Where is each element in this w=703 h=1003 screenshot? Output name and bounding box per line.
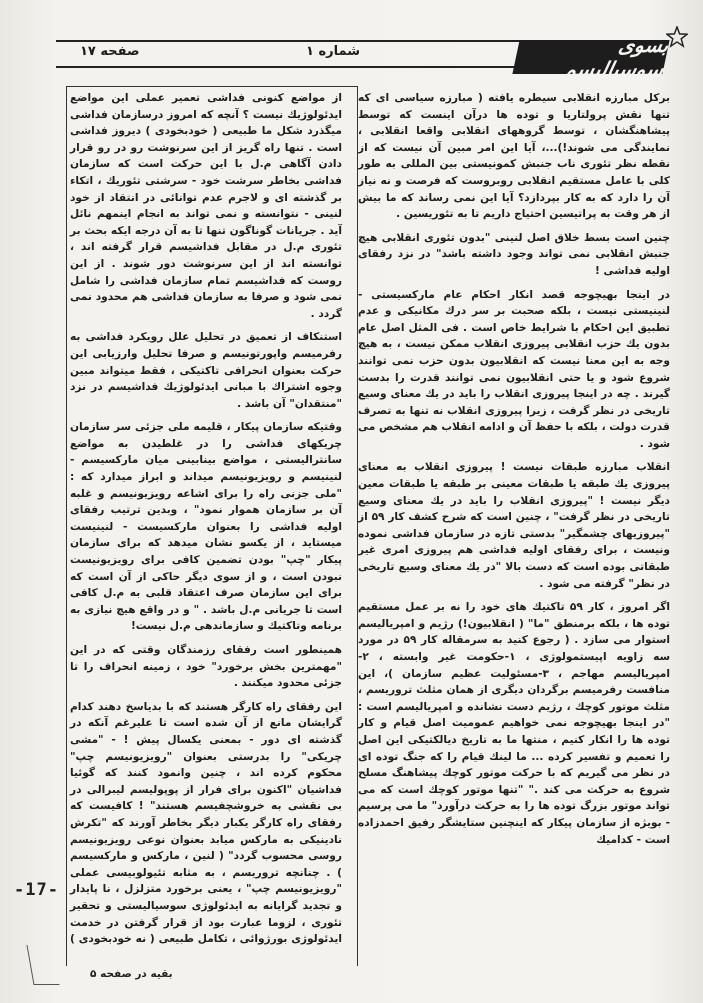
paragraph: همینطور است رفقای رزمندگان وقتی كه در این "مهمترین بخش برخورد" خود ، زمینه انحراف را تا جزئی محدود میكنند . xyxy=(70,644,342,690)
paragraph: در اینجا بهیچوجه قصد انكار احكام عام ماركسیستی - لنینیستی نیست ، بلكه صحبت بر سر درك مكانیكی و عدم تطبیق این احكام با شرایط خاص است . فی المثل اصل عام بدون یك حزب انقلابی پیروزی انقلاب ممكن نیست ، به هیچ وجه به این معنا نیست كه انقلابیون بدون حزب نمی توانند شروع شود و یا حتی انقلابیون نمی توانند قدرت را بدست گیرند . چه در اینجا پیروزی انقلاب را باید در یك معنای وسیع تاریخی در نظر گرفت ، زیرا پیروزی انقلاب نه تنها به تصرف قدرت دولت ، بلكه با حفظ آن و ادامه انقلاب هم مشخص می شود . xyxy=(358,288,670,450)
paragraph: وقتیكه سازمان پیكار ، قلیمه ملی جزئی سر سازمان چریكهای فداشی را در غلطیدن به مواضع سانترالیستی ، مواضع بینابینی میان ماركسیسم - لنینیسم و رویزیونیسم میداند و ابراز میدارد كه : "ملی جزنی راه را برای اشاعه رویزیونیسم و غلبه آن بر سازمان هموار نمود" ، وبدین ترتیب رفقای اولیه فداشی را بعنوان ماركسیست - لنینیست میستاید ، از یكسو نشان میدهد كه برای سازمان پیكار "چپ" بودن تضمین كافی برای رویزیونیست نبودن است ، و از سوی دیگر حاكی از آن است كه برای این سازمان صرف اعتقاد قلبی به م.ل كافی است تا جریانی م.ل باشد . " و در واقع هیچ نیازی به برنامه وتاكتیك و سازماندهی م.ل نیست! xyxy=(70,421,342,633)
paragraph: این رفقای راه كارگر هستند كه با بدیاسخ دهند كدام گرایشان مانع از آن شده است تا علیرغم آنكه در گذشته ای دور - بمعنی یكسال پیش ! - "مشی چریكی" را بدرستی بعنوان "رویزیونیسم چپ" محكوم كرده اند ، چنین وانمود كنند كه گوئیا فداشیان "اكنون برای فرار از پوپولیسم لیبرالی در بی نقشی به خروشچفیسم هستند" ! كافیست كه رفقای راه كارگر یكبار دیگر بخاطر آورند كه "تكرش نادینیكی به ماركس میابد بعنوان نوعی رویزیونیسم روسی محسوب گردد" ( لنین ، ماركس و ماركسیسم ) . چنانچه تروریسم ، به مثابه تئیولوبیسی عملی "رویزیونیسم چپ" ، یعنی برخورد متزلزل ، نا پایدار و تجدید گرایانه به ایدئولوژی سوسیالیستی و تحقیر تئوری ، لزوما عبارت بود از قرار گرفتن در خدمت ایدئولوژی بورژوائی ، تكامل طبیعی ( نه خودبخودی ) xyxy=(70,700,342,946)
paragraph: انقلاب مبارزه طبقات نیست ! پیروزی انقلاب به معنای پیروزی یك طبقه یا طبقات معینی بر طبقه یا طبقات معین دیگر نیست ! "پیروزی انقلاب را باید در یك معنای وسیع تاریخی در نظر گرفت" ، چنین است كه شرح كشف كار ۵۹ از "پیروزیهای چشمگیر" بدستی تازه در سازمان فداشی نموده ونیست ، برای رفقای اولیه فداشی هم پیروزی امری غیر طبقاتی بوده است كه دست بالا "در یك معنای وسیع تاریخی در نظر" گرفته می شود . xyxy=(358,461,670,590)
masthead xyxy=(56,26,688,81)
masthead-rule-bottom xyxy=(56,66,550,68)
page-label: صفحه ۱۷ xyxy=(80,44,140,59)
paragraph: استنكاف از تعمیق در تحلیل علل رویكرد فداشی به رفرمیسم واپورتونیسم و صرفا تحلیل وارزیابی این حركت بعنوان انحرافی تاكتیكی ، فقط میتواند مبین وجوه اشتراك با مبانی ایدئولوژیك فداشیسم در نزد "منتقدان" آن باشد . xyxy=(70,331,342,410)
publication-logo: بسوی سوسیالیسم xyxy=(512,40,669,74)
star-icon xyxy=(666,26,688,48)
issue-label: شماره ۱ xyxy=(306,44,361,59)
continued-note: بقیه در صفحه ۵ xyxy=(90,968,173,980)
paragraph: اگر امروز ، كار ۵۹ تاكتیك های خود را نه بر عمل مستقیم توده ها ، بلكه برمنطق "ما" ( انقلابیون!) رژیم و امپریالیسم استوار می سازد . ( رجوع كنید به سرمقاله كار ۵۹ در مورد سه زاویه اپیستمولوژی ، ۱-حكومت غیر وابسته ، ۲-امپریالیسم مهاجم ، ۳-مسئولیت عظیم سازمان )، این منافست رفرمیسم برگردان دیگری از همان مثلث تروریسم ، مثلث موتور كوچك ، رژیم دست نشانده و امپریالیسم است : "در اینجا بهیچوجه نمی خواهیم عمومیت اصل قیام و كار توده ها را انكار كنیم ، منتها ما به تاریخ دیالكتیكی این اصل را تعمیم و تفسیر كرده ... ما لینك قیام را كه جنگ توده ای در نظر می گیریم كه با حركت موتور كوچك پیشاهنگ مسلح شروع به حركت می كند ." "تنها موتور كوچك است كه می تواند موتور بزرگ توده ها را به حركت درآورد" ما می پرسیم - بویژه از سازمان پیكار كه اینچنین ستایشگر رفیق احمدزاده است - كدامیك xyxy=(358,601,670,846)
article-column-right xyxy=(358,90,670,972)
paragraph: از مواضع كنونی فداشی تعمیر عملی این مواضع ایدئولوژیك نیست ؟ آنچه كه امروز درسازمان فداشی میگذرد شكل ما طبیعی ( خودبخودی ) دیروز فداشی است . تنها راه گریز از این سرنوشت رو در رو قرار دادن آگاهی م.ل با این حركت است كه سازمان فداشی بخاطر سرشت خود - سرشتی تئوریك ، اتكاء بر گذشته ای و لاجرم عدم توانائی در انتقاد از خود لنینی - نتوانسته و نمی تواند به انجام اینمهم نائل آید . جریانات گوناگون تنها تا به آن درجه ایكه بحث بر تئوری م.ل در مقابل فداشیسم قرار گرفته اند ، توانسته اند از این سرنوشت دور شوند . از این روست كه فداشیسم تمام سازمان فداشی را شامل نمی شود و صرفا به سازمان فداشی هم محدود نمی گردد . xyxy=(70,92,342,320)
paragraph: چنین است بسط خلاق اصل لنینی "بدون تئوری انقلابی هیچ جنبش انقلابی نمی تواند وجود داشته باشد" در نزد رفقای اولیه فداشی ! xyxy=(358,231,670,277)
masthead-rule-top xyxy=(56,40,550,42)
paragraph: بركل مبارزه انقلابی سیطره یافته ( مبارزه سیاسی ای كه تنها نقش پرولتاریا و توده ها درآن اینست كه توسط پیشاهنگشان ، توسط گروههای انقلابی واقعا انقلابی ، نمایندگی می شوند!)...، آیا این امر مبین آن نیست كه از نقطه نظر تئوری ناب جنبش كمونیستی بین المللی به طور كلی با عامل مستقیم انقلابی روبروست كه فرصت و نه نیاز آن را دارد كه به كار بپردازد؟ آیا این نمی رساند كه ما بیش از هر وقت به پراتیسین احتیاج داریم تا به تئوریسین . xyxy=(358,92,670,221)
article-column-left xyxy=(60,90,352,950)
margin-scribble xyxy=(672,400,690,560)
margin-mark xyxy=(26,945,59,985)
handwritten-page-number: -17- xyxy=(14,880,59,900)
